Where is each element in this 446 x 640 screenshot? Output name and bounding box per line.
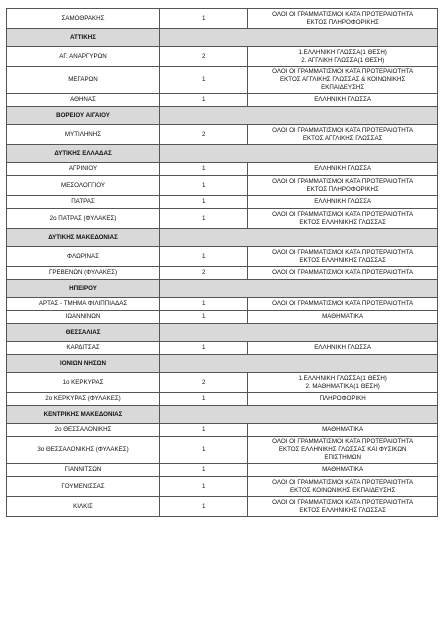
positions-count: 1 <box>160 464 248 477</box>
subject-line: ΕΚΤΟΣ ΕΛΛΗΝΙΚΗΣ ΓΛΩΣΣΑΣ <box>299 256 386 264</box>
subject-line: ΕΚΤΟΣ ΑΓΓΛΙΚΗΣ ΓΛΩΣΣΑΣ & ΚΟΙΝΩΝΙΚΗΣ <box>280 76 406 84</box>
subject-line: ΟΛΟΙ ΟΙ ΓΡΑΜΜΑΤΙΣΜΟΙ ΚΑΤΑ ΠΡΟΤΕΡΑΙΟΤΗΤΑ <box>272 478 414 486</box>
region-name: ΑΤΤΙΚΗΣ <box>7 29 160 47</box>
subject-line: ΕΠΙΣΤΗΜΩΝ <box>324 453 361 461</box>
region-header-row <box>7 324 438 342</box>
subject-line: ΕΚΤΟΣ ΑΓΓΛΙΚΗΣ ΓΛΩΣΣΑΣ <box>302 134 383 142</box>
school-name: ΠΑΤΡΑΣ <box>7 196 160 209</box>
positions-count: 1 <box>160 437 248 464</box>
subjects-cell <box>248 437 438 464</box>
region-name: ΚΕΝΤΡΙΚΗΣ ΜΑΚΕΔΟΝΙΑΣ <box>7 406 160 424</box>
school-row <box>7 311 438 324</box>
positions-count: 1 <box>160 163 248 176</box>
region-header-row <box>7 406 438 424</box>
school-name: ΚΙΛΚΙΣ <box>7 497 160 517</box>
positions-count: 1 <box>160 209 248 229</box>
school-name: ΓΙΑΝΝΙΤΣΩΝ <box>7 464 160 477</box>
school-name: 2ο ΚΕΡΚΥΡΑΣ (ΦΥΛΑΚΕΣ) <box>7 393 160 406</box>
school-row <box>7 298 438 311</box>
school-name: ΑΡΤΑΣ - ΤΜΗΜΑ ΦΙΛΙΠΠΙΑΔΑΣ <box>7 298 160 311</box>
region-header-row <box>7 107 438 125</box>
subject-line: ΕΚΤΟΣ ΕΛΛΗΝΙΚΗΣ ΓΛΩΣΣΑΣ ΚΑΙ ΦΥΣΙΚΩΝ <box>278 446 407 454</box>
school-row <box>7 247 438 267</box>
subjects-cell <box>248 424 438 437</box>
school-name: ΜΕΣΟΛΟΓΓΙΟΥ <box>7 176 160 196</box>
subject-line: ΟΛΟΙ ΟΙ ΓΡΑΜΜΑΤΙΣΜΟΙ ΚΑΤΑ ΠΡΟΤΕΡΑΙΟΤΗΤΑ <box>272 498 414 506</box>
positions-count: 1 <box>160 497 248 517</box>
school-name: 2ο ΠΑΤΡΑΣ (ΦΥΛΑΚΕΣ) <box>7 209 160 229</box>
region-header-row <box>7 280 438 298</box>
school-row <box>7 209 438 229</box>
school-name: ΚΑΡΔΙΤΣΑΣ <box>7 342 160 355</box>
region-name: ΔΥΤΙΚΗΣ ΕΛΛΑΔΑΣ <box>7 145 160 163</box>
subject-line: ΕΛΛΗΝΙΚΗ ΓΛΩΣΣΑ <box>314 96 372 104</box>
positions-count: 1 <box>160 298 248 311</box>
positions-count: 1 <box>160 196 248 209</box>
school-row <box>7 342 438 355</box>
school-row <box>7 267 438 280</box>
positions-count: 1 <box>160 311 248 324</box>
subject-line: ΕΚΤΟΣ ΕΛΛΗΝΙΚΗΣ ΓΛΩΣΣΑΣ <box>299 506 386 514</box>
region-header-row <box>7 355 438 373</box>
subject-line: ΕΚΤΟΣ ΕΛΛΗΝΙΚΗΣ ΓΛΩΣΣΑΣ <box>299 218 386 226</box>
subject-line: ΕΚΤΟΣ ΠΛΗΡΟΦΟΡΙΚΗΣ <box>306 185 379 193</box>
positions-count: 1 <box>160 247 248 267</box>
subject-line: ΟΛΟΙ ΟΙ ΓΡΑΜΜΑΤΙΣΜΟΙ ΚΑΤΑ ΠΡΟΤΕΡΑΙΟΤΗΤΑ <box>272 248 414 256</box>
subjects-cell <box>248 267 438 280</box>
subject-line: ΟΛΟΙ ΟΙ ΓΡΑΜΜΑΤΙΣΜΟΙ ΚΑΤΑ ΠΡΟΤΕΡΑΙΟΤΗΤΑ <box>272 126 414 134</box>
subjects-cell <box>248 464 438 477</box>
subjects-cell <box>248 67 438 94</box>
school-row <box>7 437 438 464</box>
school-row <box>7 424 438 437</box>
school-name: 3ο ΘΕΣΣΑΛΟΝΙΚΗΣ (ΦΥΛΑΚΕΣ) <box>7 437 160 464</box>
school-row <box>7 196 438 209</box>
subject-line: ΕΚΠΑΙΔΕΥΣΗΣ <box>321 83 365 91</box>
subject-line: ΟΛΟΙ ΟΙ ΓΡΑΜΜΑΤΙΣΜΟΙ ΚΑΤΑ ΠΡΟΤΕΡΑΙΟΤΗΤΑ <box>272 300 414 308</box>
subject-line: ΟΛΟΙ ΟΙ ΓΡΑΜΜΑΤΙΣΜΟΙ ΚΑΤΑ ΠΡΟΤΕΡΑΙΟΤΗΤΑ <box>272 10 414 18</box>
positions-count: 1 <box>160 477 248 497</box>
school-row <box>7 176 438 196</box>
subjects-cell <box>248 497 438 517</box>
school-row <box>7 393 438 406</box>
positions-count: 1 <box>160 176 248 196</box>
subject-line: ΜΑΘΗΜΑΤΙΚΑ <box>322 426 364 434</box>
positions-count: 1 <box>160 67 248 94</box>
subject-line: ΜΑΘΗΜΑΤΙΚΑ <box>322 466 364 474</box>
school-name: 2ο ΘΕΣΣΑΛΟΝΙΚΗΣ <box>7 424 160 437</box>
region-empty-cell <box>160 324 438 342</box>
region-empty-cell <box>160 145 438 163</box>
positions-count: 2 <box>160 267 248 280</box>
subject-line: 2. ΜΑΘΗΜΑΤΙΚΑ(1 ΘΕΣΗ) <box>305 382 380 390</box>
positions-count: 1 <box>160 94 248 107</box>
positions-count: 2 <box>160 373 248 393</box>
school-row <box>7 9 438 29</box>
region-empty-cell <box>160 29 438 47</box>
region-name: ΗΠΕΙΡΟΥ <box>7 280 160 298</box>
positions-count: 2 <box>160 125 248 145</box>
school-name: ΜΕΓΑΡΩΝ <box>7 67 160 94</box>
subjects-cell <box>248 176 438 196</box>
region-empty-cell <box>160 229 438 247</box>
region-header-row <box>7 29 438 47</box>
subject-line: ΕΛΛΗΝΙΚΗ ΓΛΩΣΣΑ <box>314 165 372 173</box>
region-empty-cell <box>160 406 438 424</box>
school-row <box>7 125 438 145</box>
school-name: ΓΟΥΜΕΝΙΣΣΑΣ <box>7 477 160 497</box>
region-name: ΒΟΡΕΙΟΥ ΑΙΓΑΙΟΥ <box>7 107 160 125</box>
school-name: ΑΓΡΙΝΙΟΥ <box>7 163 160 176</box>
subject-line: ΠΛΗΡΟΦΟΡΙΚΗ <box>319 395 366 403</box>
subject-line: ΜΑΘΗΜΑΤΙΚΑ <box>322 313 364 321</box>
school-name: ΑΘΗΝΑΣ <box>7 94 160 107</box>
region-name: ΔΥΤΙΚΗΣ ΜΑΚΕΔΟΝΙΑΣ <box>7 229 160 247</box>
subjects-cell <box>248 125 438 145</box>
subject-line: ΕΚΤΟΣ ΚΟΙΝΩΝΙΚΗΣ ΕΚΠΑΙΔΕΥΣΗΣ <box>290 486 396 494</box>
subject-line: ΕΛΛΗΝΙΚΗ ΓΛΩΣΣΑ <box>314 198 372 206</box>
subject-line: ΟΛΟΙ ΟΙ ΓΡΑΜΜΑΤΙΣΜΟΙ ΚΑΤΑ ΠΡΟΤΕΡΑΙΟΤΗΤΑ <box>272 68 414 76</box>
school-name: ΑΓ. ΑΝΑΡΓΥΡΩΝ <box>7 47 160 67</box>
subject-line: ΕΛΛΗΝΙΚΗ ΓΛΩΣΣΑ <box>314 344 372 352</box>
subjects-cell <box>248 196 438 209</box>
school-name: ΓΡΕΒΕΝΩΝ (ΦΥΛΑΚΕΣ) <box>7 267 160 280</box>
subjects-cell <box>248 209 438 229</box>
school-name: 1ο ΚΕΡΚΥΡΑΣ <box>7 373 160 393</box>
region-header-row <box>7 229 438 247</box>
subjects-cell <box>248 47 438 67</box>
subjects-cell <box>248 373 438 393</box>
positions-count: 1 <box>160 9 248 29</box>
subjects-cell <box>248 477 438 497</box>
schools-table-body <box>7 9 438 517</box>
subject-line: ΟΛΟΙ ΟΙ ΓΡΑΜΜΑΤΙΣΜΟΙ ΚΑΤΑ ΠΡΟΤΕΡΑΙΟΤΗΤΑ <box>272 210 414 218</box>
subject-line: ΟΛΟΙ ΟΙ ΓΡΑΜΜΑΤΙΣΜΟΙ ΚΑΤΑ ΠΡΟΤΕΡΑΙΟΤΗΤΑ <box>272 269 414 277</box>
region-empty-cell <box>160 107 438 125</box>
school-name: ΦΛΩΡΙΝΑΣ <box>7 247 160 267</box>
school-row <box>7 67 438 94</box>
school-row <box>7 477 438 497</box>
school-name: ΜΥΤΙΛΗΝΗΣ <box>7 125 160 145</box>
school-name: ΙΩΑΝΝΙΝΩΝ <box>7 311 160 324</box>
subjects-cell <box>248 163 438 176</box>
region-empty-cell <box>160 355 438 373</box>
school-row <box>7 47 438 67</box>
school-row <box>7 464 438 477</box>
positions-count: 1 <box>160 424 248 437</box>
positions-count: 1 <box>160 342 248 355</box>
positions-count: 2 <box>160 47 248 67</box>
schools-table <box>6 8 438 517</box>
subject-line: 1.ΕΛΛΗΝΙΚΗ ΓΛΩΣΣΑ(1 ΘΕΣΗ) <box>298 48 387 56</box>
school-name: ΣΑΜΟΘΡΑΚΗΣ <box>7 9 160 29</box>
region-empty-cell <box>160 280 438 298</box>
subject-line: ΕΚΤΟΣ ΠΛΗΡΟΦΟΡΙΚΗΣ <box>306 18 379 26</box>
subject-line: ΟΛΟΙ ΟΙ ΓΡΑΜΜΑΤΙΣΜΟΙ ΚΑΤΑ ΠΡΟΤΕΡΑΙΟΤΗΤΑ <box>272 177 414 185</box>
subjects-cell <box>248 311 438 324</box>
subjects-cell <box>248 393 438 406</box>
region-name: ΙΟΝΙΩΝ ΝΗΣΩΝ <box>7 355 160 373</box>
subjects-cell <box>248 94 438 107</box>
subjects-cell <box>248 298 438 311</box>
subject-line: ΟΛΟΙ ΟΙ ΓΡΑΜΜΑΤΙΣΜΟΙ ΚΑΤΑ ΠΡΟΤΕΡΑΙΟΤΗΤΑ <box>272 438 414 446</box>
region-header-row <box>7 145 438 163</box>
subject-line: 1.ΕΛΛΗΝΙΚΗ ΓΛΩΣΣΑ(1 ΘΕΣΗ) <box>298 374 387 382</box>
subject-line: 2. ΑΓΓΛΙΚΗ ΓΛΩΣΣΑ(1 ΘΕΣΗ) <box>301 56 385 64</box>
subjects-cell <box>248 247 438 267</box>
region-name: ΘΕΣΣΑΛΙΑΣ <box>7 324 160 342</box>
school-row <box>7 163 438 176</box>
school-row <box>7 497 438 517</box>
subjects-cell <box>248 9 438 29</box>
school-row <box>7 373 438 393</box>
subjects-cell <box>248 342 438 355</box>
school-row <box>7 94 438 107</box>
positions-count: 1 <box>160 393 248 406</box>
